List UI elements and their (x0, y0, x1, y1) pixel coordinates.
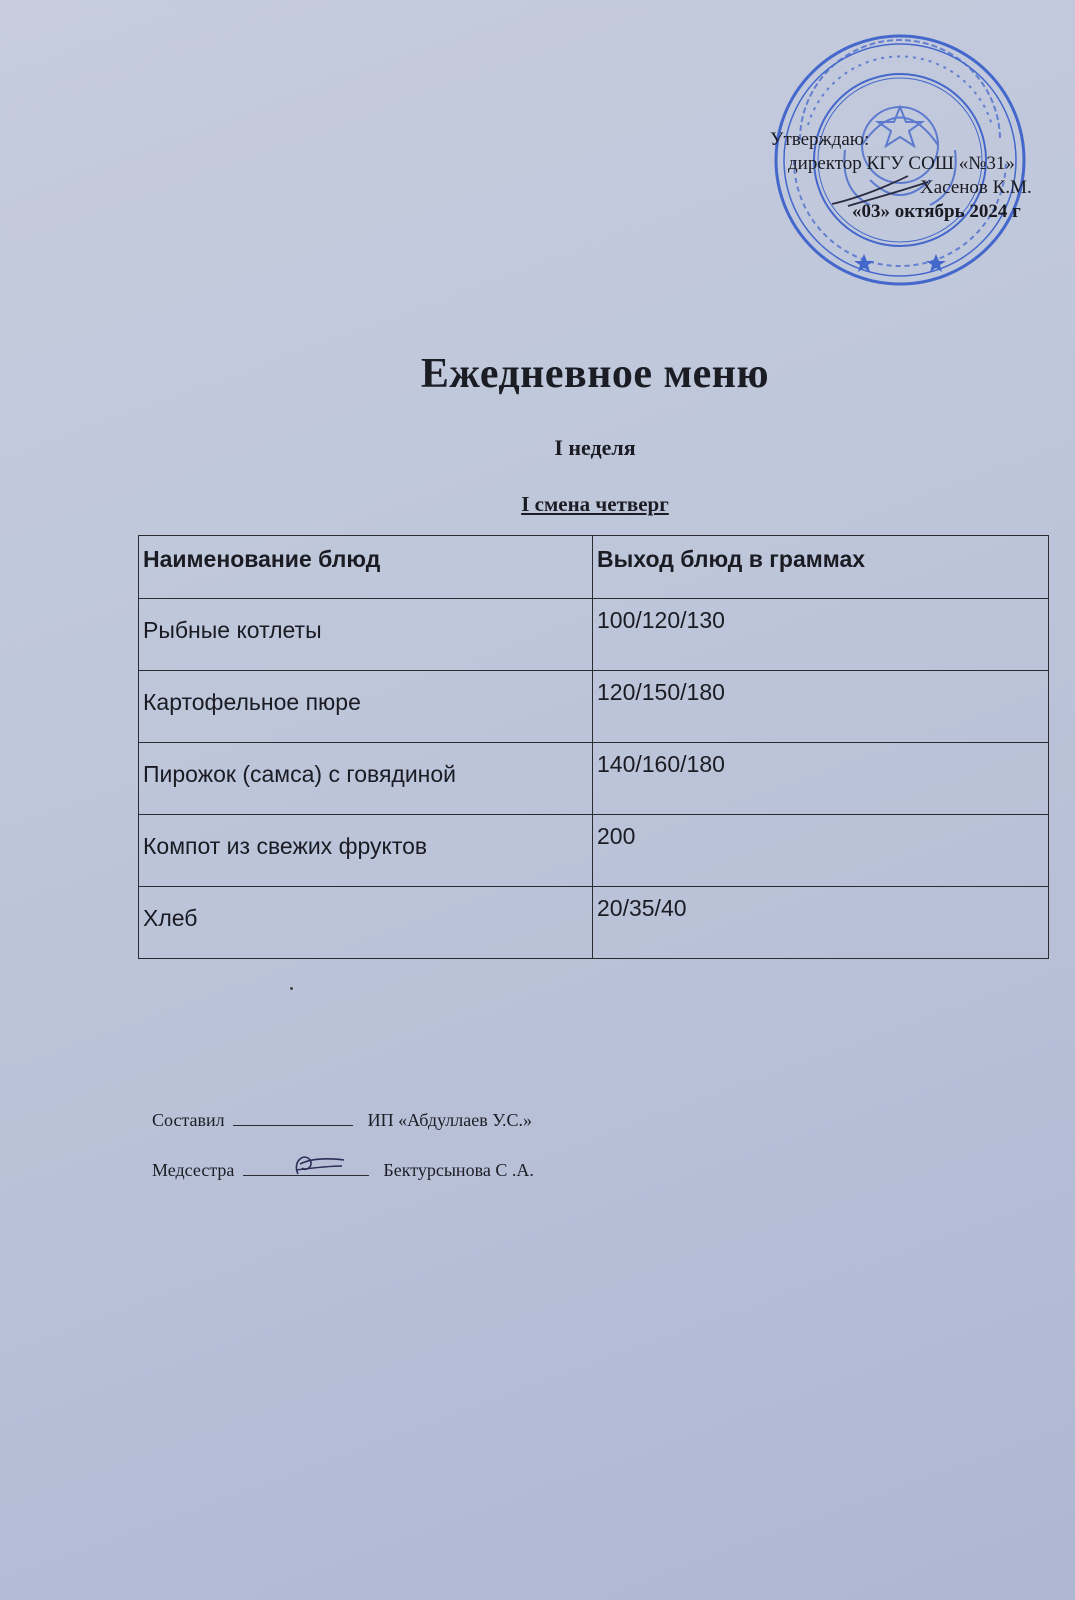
approval-position: директор КГУ СОШ «№31» (788, 153, 1015, 174)
compiled-by-name: ИП «Абдуллаев У.С.» (367, 1110, 533, 1130)
nurse-name: Бектурсынова С .А. (383, 1160, 534, 1180)
dish-yield: 140/160/180 (593, 743, 1049, 815)
dish-name: Пирожок (самса) с говядиной (139, 743, 593, 815)
dish-name: Рыбные котлеты (139, 599, 593, 671)
dish-name: Хлеб (139, 887, 593, 959)
week-label: I неделя (554, 435, 636, 460)
nurse-signature (288, 1148, 348, 1178)
table-row (139, 599, 1049, 671)
shift-label: I смена четверг (521, 492, 669, 516)
signature-blank (233, 1111, 353, 1126)
header-dish-yield: Выход блюд в граммах (593, 536, 1049, 599)
approval-name: Хасенов К.М. (920, 177, 1032, 198)
dish-yield: 200 (593, 815, 1049, 887)
dish-name: Картофельное пюре (139, 671, 593, 743)
approval-heading: Утверждаю: (770, 129, 870, 150)
table-row (139, 887, 1049, 959)
header-dish-name: Наименование блюд (139, 536, 593, 599)
page-title: Ежедневное меню (420, 351, 770, 397)
dish-yield: 100/120/130 (593, 599, 1049, 671)
compiled-by-line (152, 1110, 532, 1131)
compiled-by-label: Составил (152, 1110, 225, 1130)
dish-yield: 120/150/180 (593, 671, 1049, 743)
table-row (139, 671, 1049, 743)
approval-date: «03» октябрь 2024 г (852, 201, 1021, 222)
table-row (139, 743, 1049, 815)
menu-table (138, 535, 1049, 959)
director-signature (828, 170, 938, 210)
dish-yield: 20/35/40 (593, 887, 1049, 959)
table-header-row (139, 536, 1049, 599)
nurse-label: Медсестра (152, 1160, 235, 1180)
dish-name: Компот из свежих фруктов (139, 815, 593, 887)
paper-speck (290, 987, 293, 990)
table-row (139, 815, 1049, 887)
